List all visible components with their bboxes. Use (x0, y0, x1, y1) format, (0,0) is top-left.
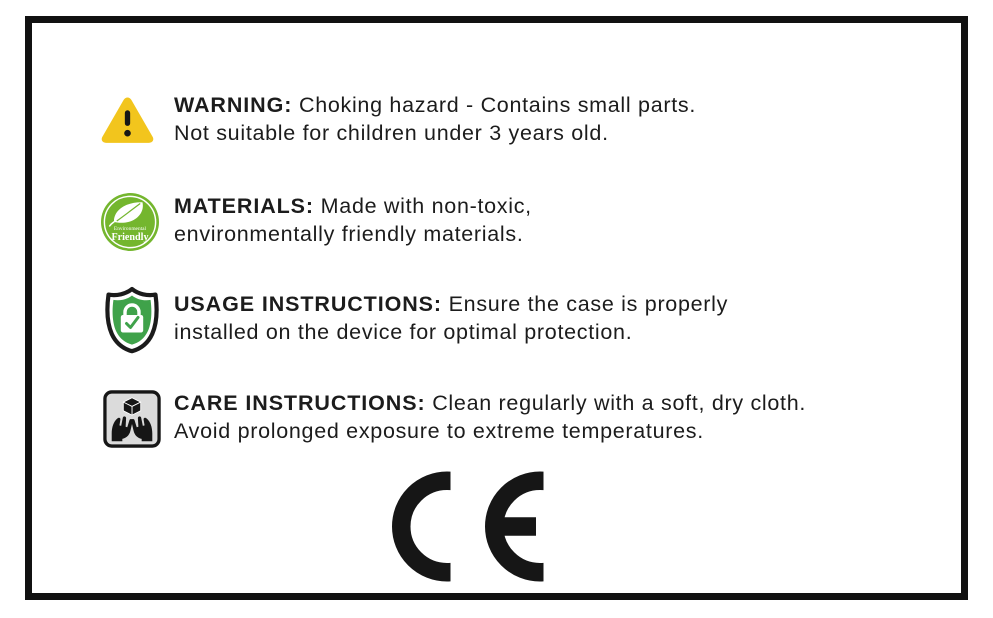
warning-text (174, 91, 934, 147)
usage-text (174, 290, 934, 346)
eco-badge-text-top: Environmental (113, 226, 147, 233)
warning-triangle-icon (100, 94, 155, 144)
materials-line2: environmentally friendly materials. (174, 222, 524, 246)
warning-line1: Choking hazard - Contains small parts. (298, 93, 697, 117)
warning-label: WARNING: (174, 93, 293, 117)
shield-check-lock-icon (100, 286, 164, 354)
care-line2: Avoid prolonged exposure to extreme temperatures. (174, 419, 704, 443)
care-line1: Clean regularly with a soft, dry cloth. (432, 391, 807, 415)
warning-line2: Not suitable for children under 3 years old. (174, 121, 609, 145)
materials-label: MATERIALS: (174, 194, 314, 218)
ce-mark (392, 471, 544, 582)
usage-line2: installed on the device for optimal protection. (174, 320, 633, 344)
handle-with-care-icon (103, 390, 161, 448)
usage-label: USAGE INSTRUCTIONS: (174, 292, 442, 316)
usage-line1: Ensure the case is properly (448, 292, 729, 316)
care-text (174, 389, 934, 445)
ce-letter-e (494, 481, 544, 573)
eco-badge-text-bottom: Friendly (111, 231, 149, 243)
care-label: CARE INSTRUCTIONS: (174, 391, 426, 415)
materials-line1: Made with non-toxic, (320, 194, 532, 218)
eco-friendly-badge-icon (101, 193, 159, 251)
materials-text (174, 192, 934, 248)
ce-letter-c (401, 481, 493, 573)
